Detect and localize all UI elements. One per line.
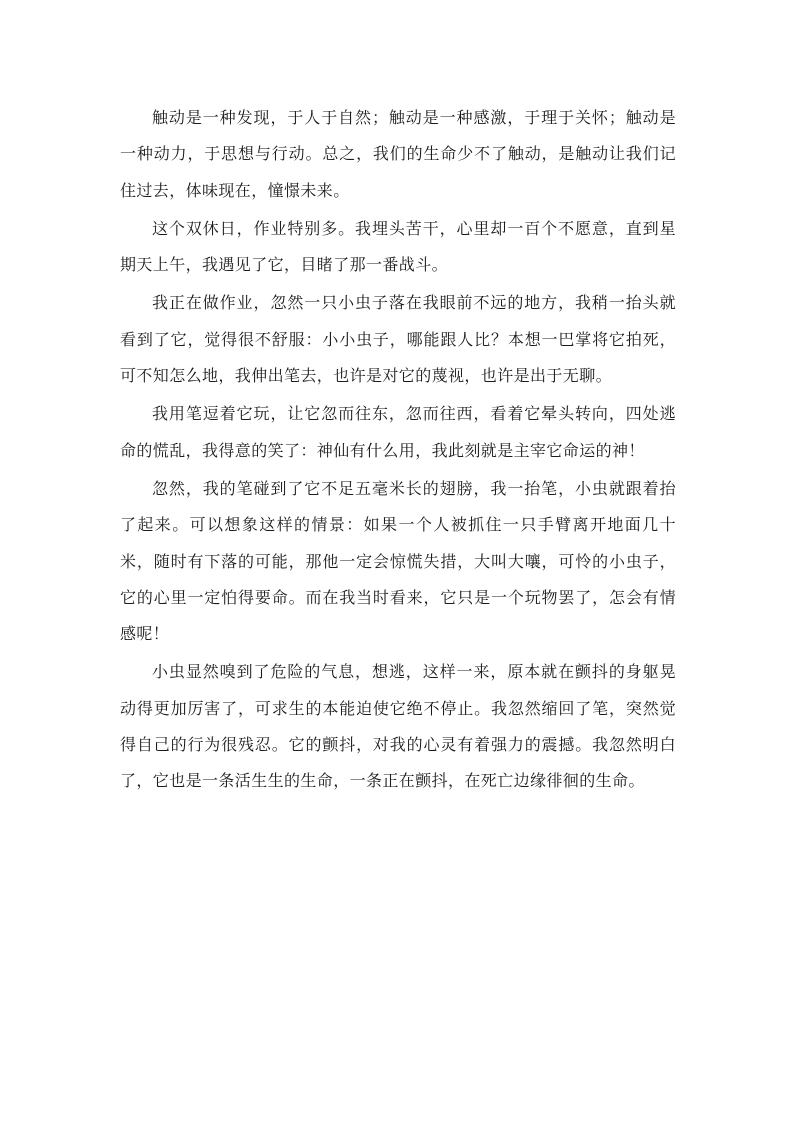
paragraph-5: 忽然，我的笔碰到了它不足五毫米长的翅膀，我一抬笔，小虫就跟着抬了起来。可以想象这样的情景：如果一个人被抓住一只手臂离开地面几十米，随时有下落的可能，那他一定会惊慌失措，大叫大嚷，可怜的小虫子，它的心里一定怕得要命。而在我当时看来，它只是一个玩物罢了，怎会有情感呢！ [120,478,676,644]
paragraph-4: 我用笔逗着它玩，让它忽而往东，忽而往西，看着它晕头转向，四处逃命的慌乱，我得意的笑了：神仙有什么用，我此刻就是主宰它命运的神！ [120,404,676,460]
document-body [120,100,676,802]
paragraph-3: 我正在做作业，忽然一只小虫子落在我眼前不远的地方，我稍一抬头就看到了它，觉得很不舒服：小小虫子，哪能跟人比？本想一巴掌将它拍死，可不知怎么地，我伸出笔去，也许是对它的蔑视，也许是出于无聊。 [120,293,676,386]
paragraph-1: 触动是一种发现，于人于自然；触动是一种感激，于理于关怀；触动是一种动力，于思想与行动。总之，我们的生命少不了触动，是触动让我们记住过去，体味现在，憧憬未来。 [120,108,676,200]
paragraph-6: 小虫显然嗅到了危险的气息，想逃，这样一来，原本就在颤抖的身躯晃动得更加厉害了，可求生的本能迫使它绝不停止。我忽然缩回了笔，突然觉得自己的行为很残忍。它的颤抖，对我的心灵有着强力的震撼。我忽然明白了，它也是一条活生生的生命，一条正在颤抖，在死亡边缘徘徊的生命。 [120,662,676,791]
paragraph-2: 这个双休日，作业特别多。我埋头苦干，心里却一百个不愿意，直到星期天上午，我遇见了它，目睹了那一番战斗。 [120,218,676,275]
